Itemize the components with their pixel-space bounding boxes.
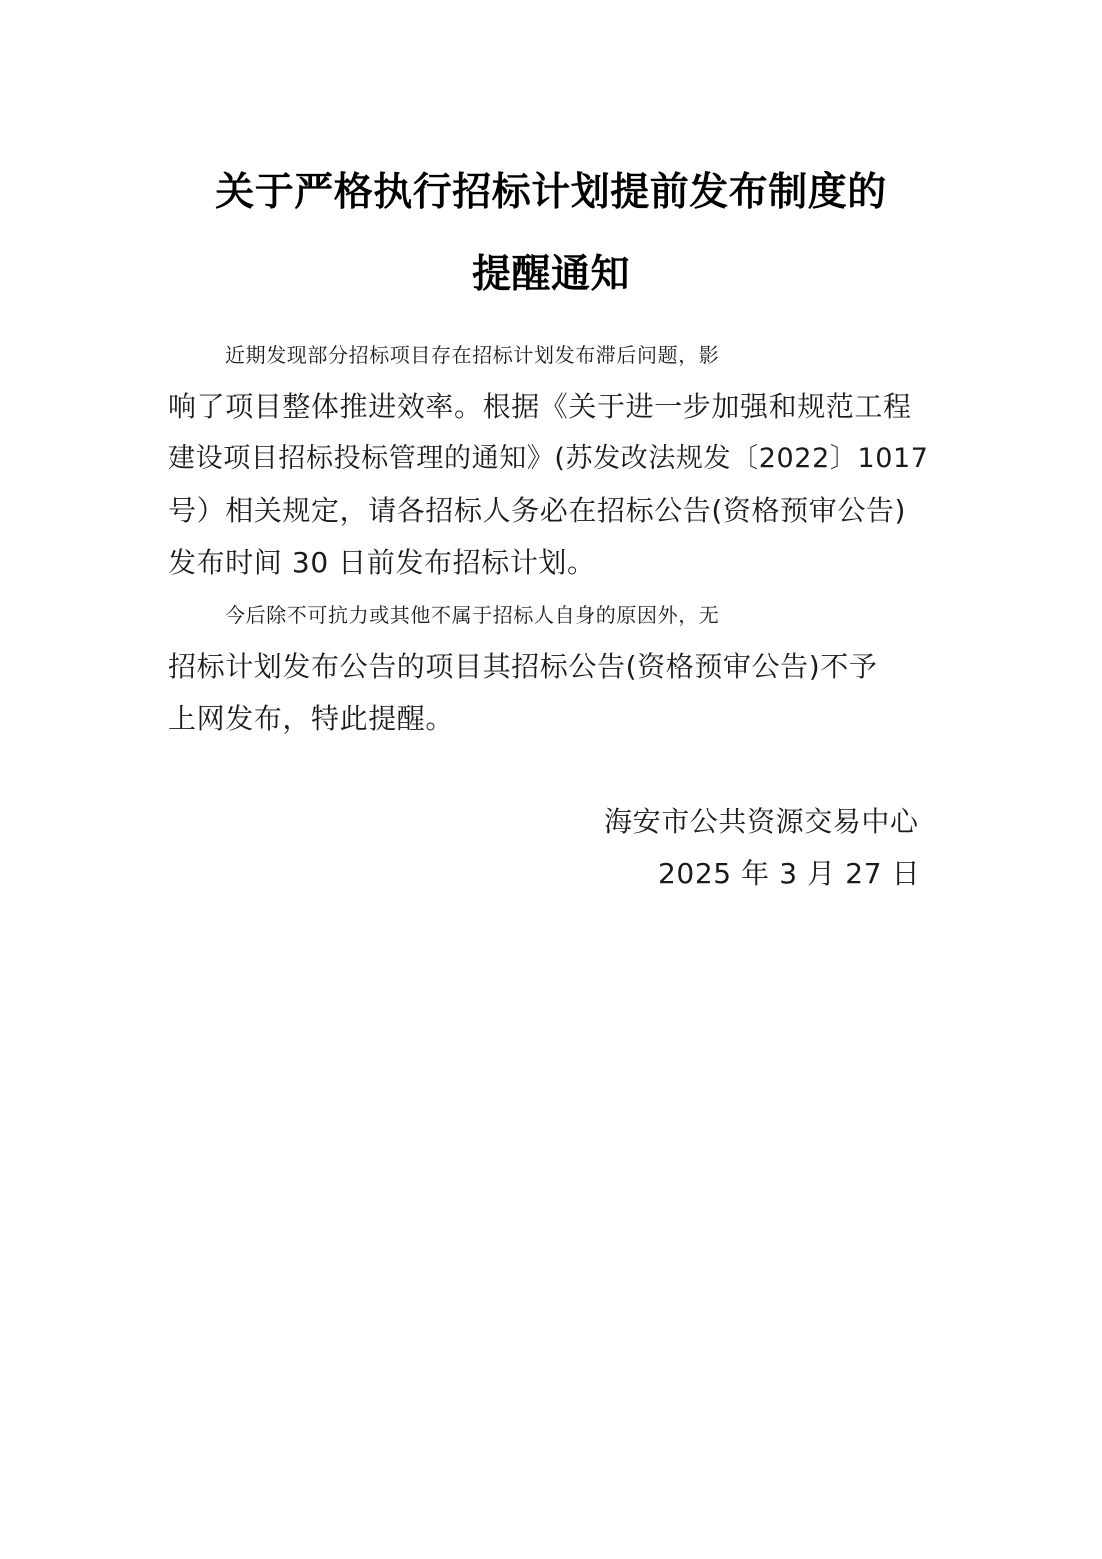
- paragraph-1-line-1: 近期发现部分招标项目存在招标计划发布滞后问题，影: [225, 343, 720, 367]
- paragraph-2-line-2: 招标计划发布公告的项目其招标公告(资格预审公告)不予: [168, 650, 878, 683]
- paragraph-2-line-1: 今后除不可抗力或其他不属于招标人自身的原因外，无: [225, 603, 720, 627]
- paragraph-1-line-4: 号）相关规定，请各招标人务必在招标公告(资格预审公告): [168, 494, 907, 527]
- document-title-line-1: 关于严格执行招标计划提前发布制度的: [215, 169, 887, 215]
- document-title-line-2: 提醒通知: [471, 251, 630, 297]
- paragraph-1-line-2: 响了项目整体推进效率。根据《关于进一步加强和规范工程: [168, 390, 912, 423]
- paragraph-2-line-3: 上网发布，特此提醒。: [168, 702, 455, 735]
- paragraph-1-line-5: 发布时间 30 日前发布招标计划。: [168, 546, 596, 579]
- paragraph-1: [168, 329, 936, 589]
- paragraph-2: [168, 589, 936, 745]
- signature-date: 2025 年 3 月 27 日: [658, 857, 921, 890]
- paragraph-1-line-3: 建设项目招标投标管理的通知》(苏发改法规发〔2022〕1017: [168, 443, 929, 474]
- signature-organization: 海安市公共资源交易中心: [604, 805, 919, 838]
